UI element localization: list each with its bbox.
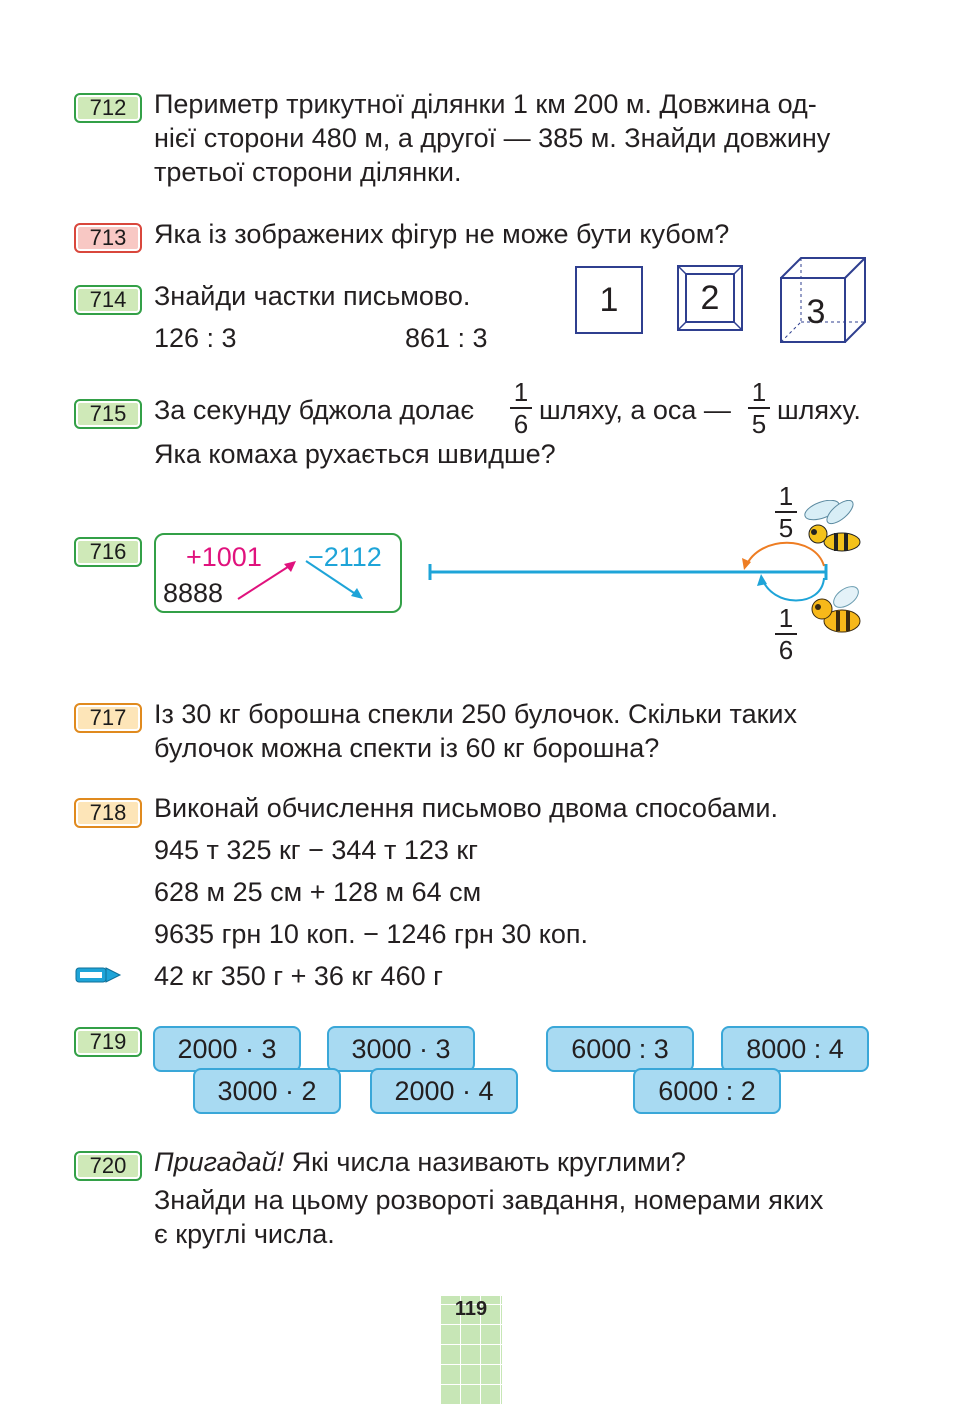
expression-pill: 3000 · 3: [327, 1026, 475, 1072]
figure-frame-2: [678, 266, 742, 330]
expression-pill: 2000 · 3: [153, 1026, 301, 1072]
task-712-line-2: нієї сторони 480 м, а другої — 385 м. Знайди довжину: [154, 123, 831, 153]
task-712-line-1: Периметр трикутної ділянки 1 км 200 м. Довжина од-: [154, 89, 817, 119]
expression-pill: 3000 · 2: [193, 1068, 341, 1114]
fraction-one-fifth: [748, 378, 770, 438]
task-714-expr-2: 861 : 3: [405, 323, 488, 353]
expression-pill: 2000 · 4: [370, 1068, 518, 1114]
expression-pill: 8000 : 4: [721, 1026, 869, 1072]
fraction-numerator: 1: [778, 603, 794, 633]
arrow-head-icon: [757, 574, 767, 586]
figure-label-1: 1: [599, 280, 619, 319]
task-720-italic: Пригадай!: [154, 1147, 285, 1177]
task-number-717: 717: [74, 703, 142, 733]
arrow-head-icon: [351, 588, 363, 599]
chain-start-number: 8888: [163, 578, 224, 608]
task-718-expr-3: 9635 грн 10 коп. − 1246 грн 30 коп.: [154, 919, 589, 949]
task-715-part-3: шляху.: [777, 395, 861, 425]
bee-fraction: [775, 604, 797, 664]
fraction-numerator: 1: [513, 377, 529, 407]
task-717-line-1: Із 30 кг борошна спекли 250 булочок. Скільки таких: [154, 699, 797, 729]
task-number-714: 714: [74, 285, 142, 315]
task-number-712: 712: [74, 93, 142, 123]
task-715-part-1: За секунду бджола долає: [154, 395, 475, 425]
figure-square-1: [575, 266, 643, 334]
task-number-716: 716: [74, 537, 142, 567]
task-714-expr-1: 126 : 3: [154, 323, 237, 353]
pencil-icon: [74, 964, 122, 986]
task-717-line-2: булочок можна спекти із 60 кг борошна?: [154, 733, 660, 763]
task-720-line-3: є круглі числа.: [154, 1219, 335, 1249]
wasp-fraction: [775, 482, 797, 542]
task-718-text: Виконай обчислення письмово двома способами.: [154, 793, 778, 823]
task-number-719: 719: [74, 1027, 142, 1057]
fraction-one-sixth: [510, 378, 532, 438]
task-720-rest: Які числа називають круглими?: [284, 1147, 686, 1177]
task-714-text: Знайди частки письмово.: [154, 281, 471, 311]
task-715-part-2: шляху, а оса —: [539, 395, 731, 425]
task-number-713: 713: [74, 223, 142, 253]
figure-label-3: 3: [806, 292, 826, 331]
task-712-line-3: третьої сторони ділянки.: [154, 157, 462, 187]
expression-pill: 6000 : 2: [633, 1068, 781, 1114]
task-number-720: 720: [74, 1151, 142, 1181]
task-718-expr-1: 945 т 325 кг − 344 т 123 кг: [154, 835, 479, 865]
chain-box: [154, 533, 402, 613]
task-713-text: Яка із зображених фігур не може бути кубом?: [154, 219, 730, 249]
task-720-line-2: Знайди на цьому розвороті завдання, номерами яких: [154, 1185, 824, 1215]
task-715-line-2: Яка комаха рухається швидше?: [154, 439, 556, 469]
wasp-icon: [800, 500, 866, 562]
fraction-numerator: 1: [751, 377, 767, 407]
fraction-denominator: 5: [778, 513, 794, 543]
figure-label-2: 2: [700, 278, 720, 317]
bee-icon: [806, 585, 868, 643]
fraction-denominator: 5: [751, 409, 767, 439]
page-number: 119: [454, 1298, 488, 1320]
chain-op-subtract: −2112: [308, 542, 382, 572]
arrow-head-icon: [284, 561, 296, 572]
chain-op-add: +1001: [186, 542, 262, 572]
fraction-numerator: 1: [778, 481, 794, 511]
chain-arrows: [156, 535, 400, 611]
expression-pill: 6000 : 3: [546, 1026, 694, 1072]
task-number-718: 718: [74, 798, 142, 828]
figure-cube-3: [779, 256, 869, 344]
task-718-expr-2: 628 м 25 см + 128 м 64 см: [154, 877, 482, 907]
fraction-denominator: 6: [778, 635, 794, 665]
fraction-denominator: 6: [513, 409, 529, 439]
task-number-715: 715: [74, 399, 142, 429]
task-718-expr-4: 42 кг 350 г + 36 кг 460 г: [154, 961, 443, 991]
task-720-line-1: [154, 1144, 686, 1180]
